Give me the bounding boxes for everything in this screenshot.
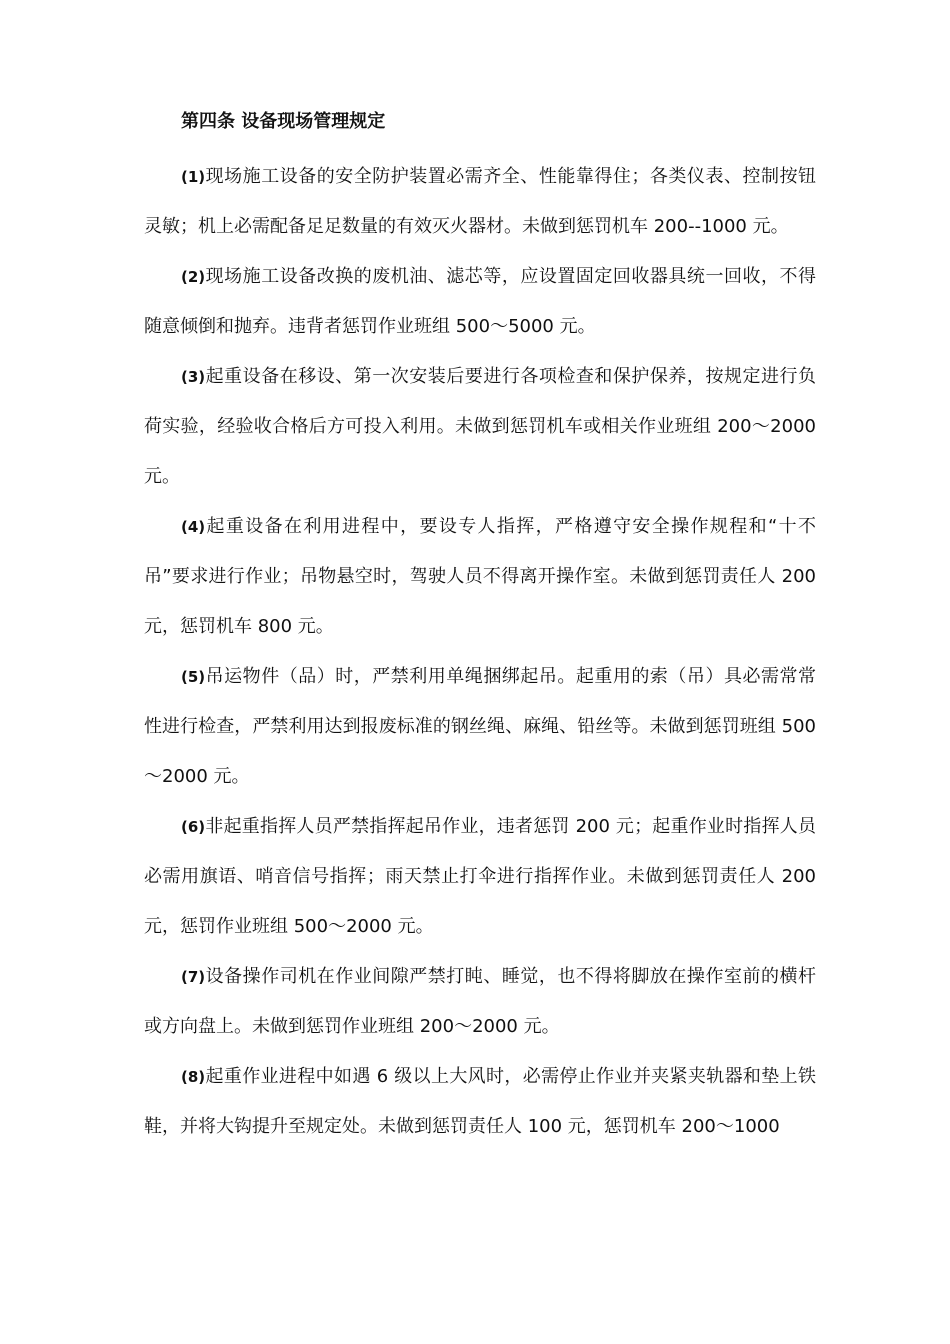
clause-paragraph-7	[144, 952, 816, 1052]
clause-paragraph-8	[144, 1052, 816, 1152]
clause-paragraph-1	[144, 152, 816, 252]
clause-text: 起重作业进程中如遇 6 级以上大风时，必需停止作业并夹紧夹轨器和垫上铁鞋，并将大钩提升至规定处。未做到惩罚责任人 100 元，惩罚机车 200～1000	[144, 1066, 816, 1137]
clause-number: (1)	[181, 168, 206, 186]
clause-number: (4)	[181, 518, 206, 536]
clause-paragraph-3	[144, 352, 816, 502]
clause-text: 现场施工设备的安全防护装置必需齐全、性能靠得住；各类仪表、控制按钮灵敏；机上必需配备足足数量的有效灭火器材。未做到惩罚机车 200--1000 元。	[144, 166, 816, 237]
article-heading: 第四条 设备现场管理规定	[181, 111, 386, 132]
clause-text: 起重设备在利用进程中，要设专人指挥，严格遵守安全操作规程和“十不吊”要求进行作业；吊物悬空时，驾驶人员不得离开操作室。未做到惩罚责任人 200 元，惩罚机车 800 元。	[144, 516, 816, 637]
document-body	[144, 102, 816, 1152]
clause-number: (5)	[181, 668, 206, 686]
clause-text: 起重设备在移设、第一次安装后要进行各项检查和保护保养，按规定进行负荷实验，经验收合格后方可投入利用。未做到惩罚机车或相关作业班组 200～2000 元。	[144, 366, 816, 487]
clause-number: (6)	[181, 818, 206, 836]
clause-number: (8)	[181, 1068, 206, 1086]
clause-text: 现场施工设备改换的废机油、滤芯等，应设置固定回收器具统一回收，不得随意倾倒和抛弃。违背者惩罚作业班组 500～5000 元。	[144, 266, 816, 337]
clause-paragraph-2	[144, 252, 816, 352]
clause-text: 设备操作司机在作业间隙严禁打盹、睡觉，也不得将脚放在操作室前的横杆或方向盘上。未做到惩罚作业班组 200～2000 元。	[144, 966, 816, 1037]
clause-number: (3)	[181, 368, 206, 386]
clause-number: (2)	[181, 268, 206, 286]
clause-number: (7)	[181, 968, 206, 986]
clause-text: 非起重指挥人员严禁指挥起吊作业，违者惩罚 200 元；起重作业时指挥人员必需用旗语、哨音信号指挥；雨天禁止打伞进行指挥作业。未做到惩罚责任人 200 元，惩罚作业班组 500～2000 元。	[144, 816, 816, 937]
clause-paragraph-5	[144, 652, 816, 802]
clause-paragraph-4	[144, 502, 816, 652]
clause-text: 吊运物件（品）时，严禁利用单绳捆绑起吊。起重用的索（吊）具必需常常性进行检查，严禁利用达到报废标准的钢丝绳、麻绳、铅丝等。未做到惩罚班组 500～2000 元。	[144, 666, 816, 787]
clause-paragraph-6	[144, 802, 816, 952]
